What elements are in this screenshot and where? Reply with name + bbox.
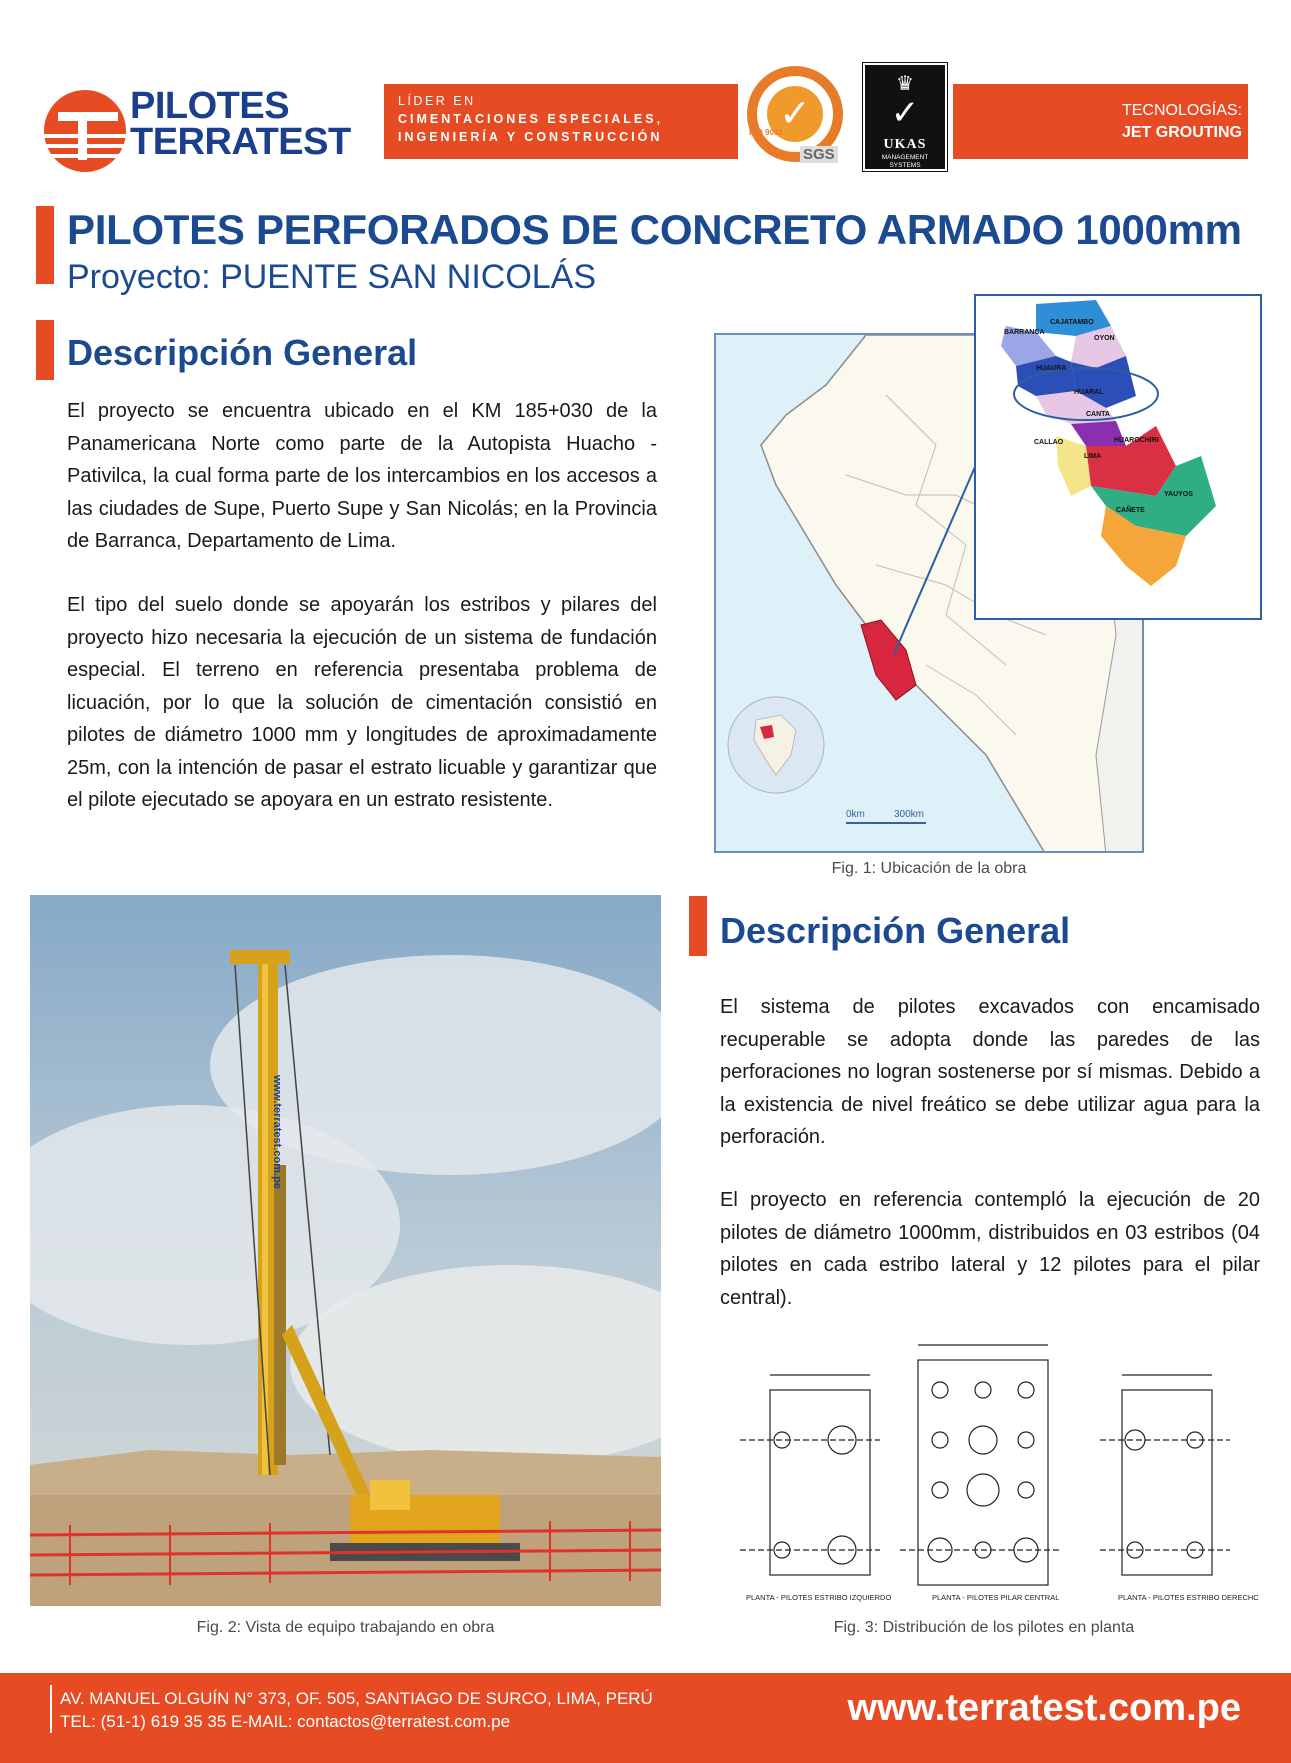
- pile-plan-graphic: [710, 1330, 1258, 1615]
- svg-text:CANTA: CANTA: [1086, 411, 1110, 418]
- tagline-line-3: INGENIERÍA Y CONSTRUCCIÓN: [398, 130, 663, 144]
- tagline-line-1: LÍDER EN: [398, 94, 476, 108]
- tagline-line-2: CIMENTACIONES ESPECIALES,: [398, 112, 664, 126]
- ukas-label: UKAS: [883, 137, 927, 152]
- logo-line-2: TERRATEST: [130, 121, 351, 163]
- footer-divider: [50, 1685, 52, 1733]
- page-footer: [0, 1673, 1291, 1763]
- logo-wordmark: [130, 85, 351, 163]
- svg-text:CAJATAMBO: CAJATAMBO: [1050, 319, 1094, 326]
- svg-text:HUARAL: HUARAL: [1074, 389, 1104, 396]
- svg-text:PLANTA - PILOTES ESTRIBO IZQUI: PLANTA - PILOTES ESTRIBO IZQUIERDO: [746, 1593, 892, 1602]
- figure-1-caption: Fig. 1: Ubicación de la obra: [831, 860, 1027, 877]
- svg-text:0km: 0km: [846, 809, 865, 820]
- section-heading-1: Descripción General: [67, 332, 418, 373]
- section1-paragraph-2: El tipo del suelo donde se apoyarán los estribos y pilares del proyecto hizo necesaria la ejecución de un sistema de fundación especial. El terreno en referencia presentaba problema de licuación, por lo que la solución de cimentación consistió en pilotes de diámetro 1000 mm y longitudes de aproximadamente 25m, con la intención de pasar el estrato licuable y garantizar que el pilote ejecutado se apoyara en un estrato resistente.: [67, 594, 657, 811]
- svg-text:YAUYOS: YAUYOS: [1164, 491, 1193, 498]
- technologies-value: JET GROUTING: [1121, 124, 1242, 141]
- svg-text:LIMA: LIMA: [1084, 453, 1102, 460]
- figure-3-caption: Fig. 3: Distribución de los pilotes en planta: [833, 1619, 1135, 1636]
- section-accent-bar: [36, 320, 54, 380]
- terratest-logo-icon: [44, 90, 126, 172]
- svg-text:CAÑETE: CAÑETE: [1116, 507, 1145, 514]
- project-subtitle: Proyecto: PUENTE SAN NICOLÁS: [67, 258, 597, 296]
- section-heading-2: Descripción General: [720, 910, 1071, 951]
- svg-text:PLANTA - PILOTES ESTRIBO DEREC: PLANTA - PILOTES ESTRIBO DERECHO: [1118, 1593, 1258, 1602]
- title-accent-bar: [36, 206, 54, 284]
- svg-text:PLANTA - PILOTES PILAR CENTRAL: PLANTA - PILOTES PILAR CENTRAL: [932, 1593, 1060, 1602]
- section-accent-bar: [689, 896, 707, 956]
- lima-department-inset-map: [974, 294, 1262, 620]
- svg-text:BARRANCA: BARRANCA: [1004, 329, 1045, 336]
- crown-icon: ♛: [896, 73, 914, 95]
- svg-text:www.terratest.com.pe: www.terratest.com.pe: [271, 1075, 283, 1189]
- technologies-label: [1122, 100, 1242, 144]
- check-icon: ✓: [890, 94, 920, 132]
- check-icon: ✓: [767, 86, 823, 142]
- section1-paragraph-1: El proyecto se encuentra ubicado en el KM 185+030 de la Panamericana Norte como parte de la Autopista Huacho - Pativilca, la cual forma parte de los intercambios en los accesos a las ciudades de Supe, Puerto Supe y San Nicolás; en la Provincia de Barranca, Departamento de Lima.: [67, 400, 657, 552]
- svg-text:HUAROCHIRI: HUAROCHIRI: [1114, 437, 1159, 444]
- technologies-title: TECNOLOGÍAS:: [1121, 102, 1242, 119]
- svg-text:300km: 300km: [894, 809, 925, 820]
- tagline: [398, 92, 663, 146]
- footer-website-link[interactable]: www.terratest.com.pe: [847, 1687, 1241, 1729]
- ukas-certification-badge: [863, 63, 947, 171]
- svg-text:HUAURA: HUAURA: [1036, 365, 1067, 372]
- footer-contact-info: [60, 1687, 653, 1733]
- pile-layout-drawing: [710, 1330, 1258, 1615]
- figure-2-caption: Fig. 2: Vista de equipo trabajando en obra: [196, 1619, 495, 1636]
- footer-phone-email: TEL: (51-1) 619 35 35 E-MAIL: contactos@terratest.com.pe: [60, 1712, 511, 1731]
- footer-address: AV. MANUEL OLGUÍN N° 373, OF. 505, SANTIAGO DE SURCO, LIMA, PERÚ: [60, 1689, 653, 1708]
- section2-paragraph-2: El proyecto en referencia contempló la ejecución de 20 pilotes de diámetro 1000mm, distribuidos en 03 estribos (04 pilotes en cada estribo lateral y 12 pilotes para el pilar central).: [720, 1189, 1260, 1309]
- page-title: PILOTES PERFORADOS DE CONCRETO ARMADO 1000mm: [67, 206, 1242, 253]
- drilling-rig-photo: [30, 895, 661, 1606]
- logo-line-1: PILOTES: [130, 85, 290, 127]
- svg-text:CALLAO: CALLAO: [1034, 439, 1064, 446]
- sgs-label: SGS: [800, 146, 838, 163]
- ukas-sublabel: MANAGEMENT SYSTEMS: [881, 154, 929, 169]
- svg-text:OYON: OYON: [1094, 335, 1115, 342]
- iso-label: ISO 9001: [749, 128, 783, 137]
- lima-regions-graphic: [976, 296, 1262, 620]
- company-logo: [44, 85, 364, 174]
- section2-paragraph-1: El sistema de pilotes excavados con encamisado recuperable se adopta donde las paredes de las perforaciones no logran sostenerse por sí mismas. Debido a la existencia de nivel freático se debe utilizar agua para la perforación.: [720, 996, 1260, 1148]
- site-photo-graphic: [30, 895, 661, 1606]
- iso-certification-badge: [745, 64, 845, 170]
